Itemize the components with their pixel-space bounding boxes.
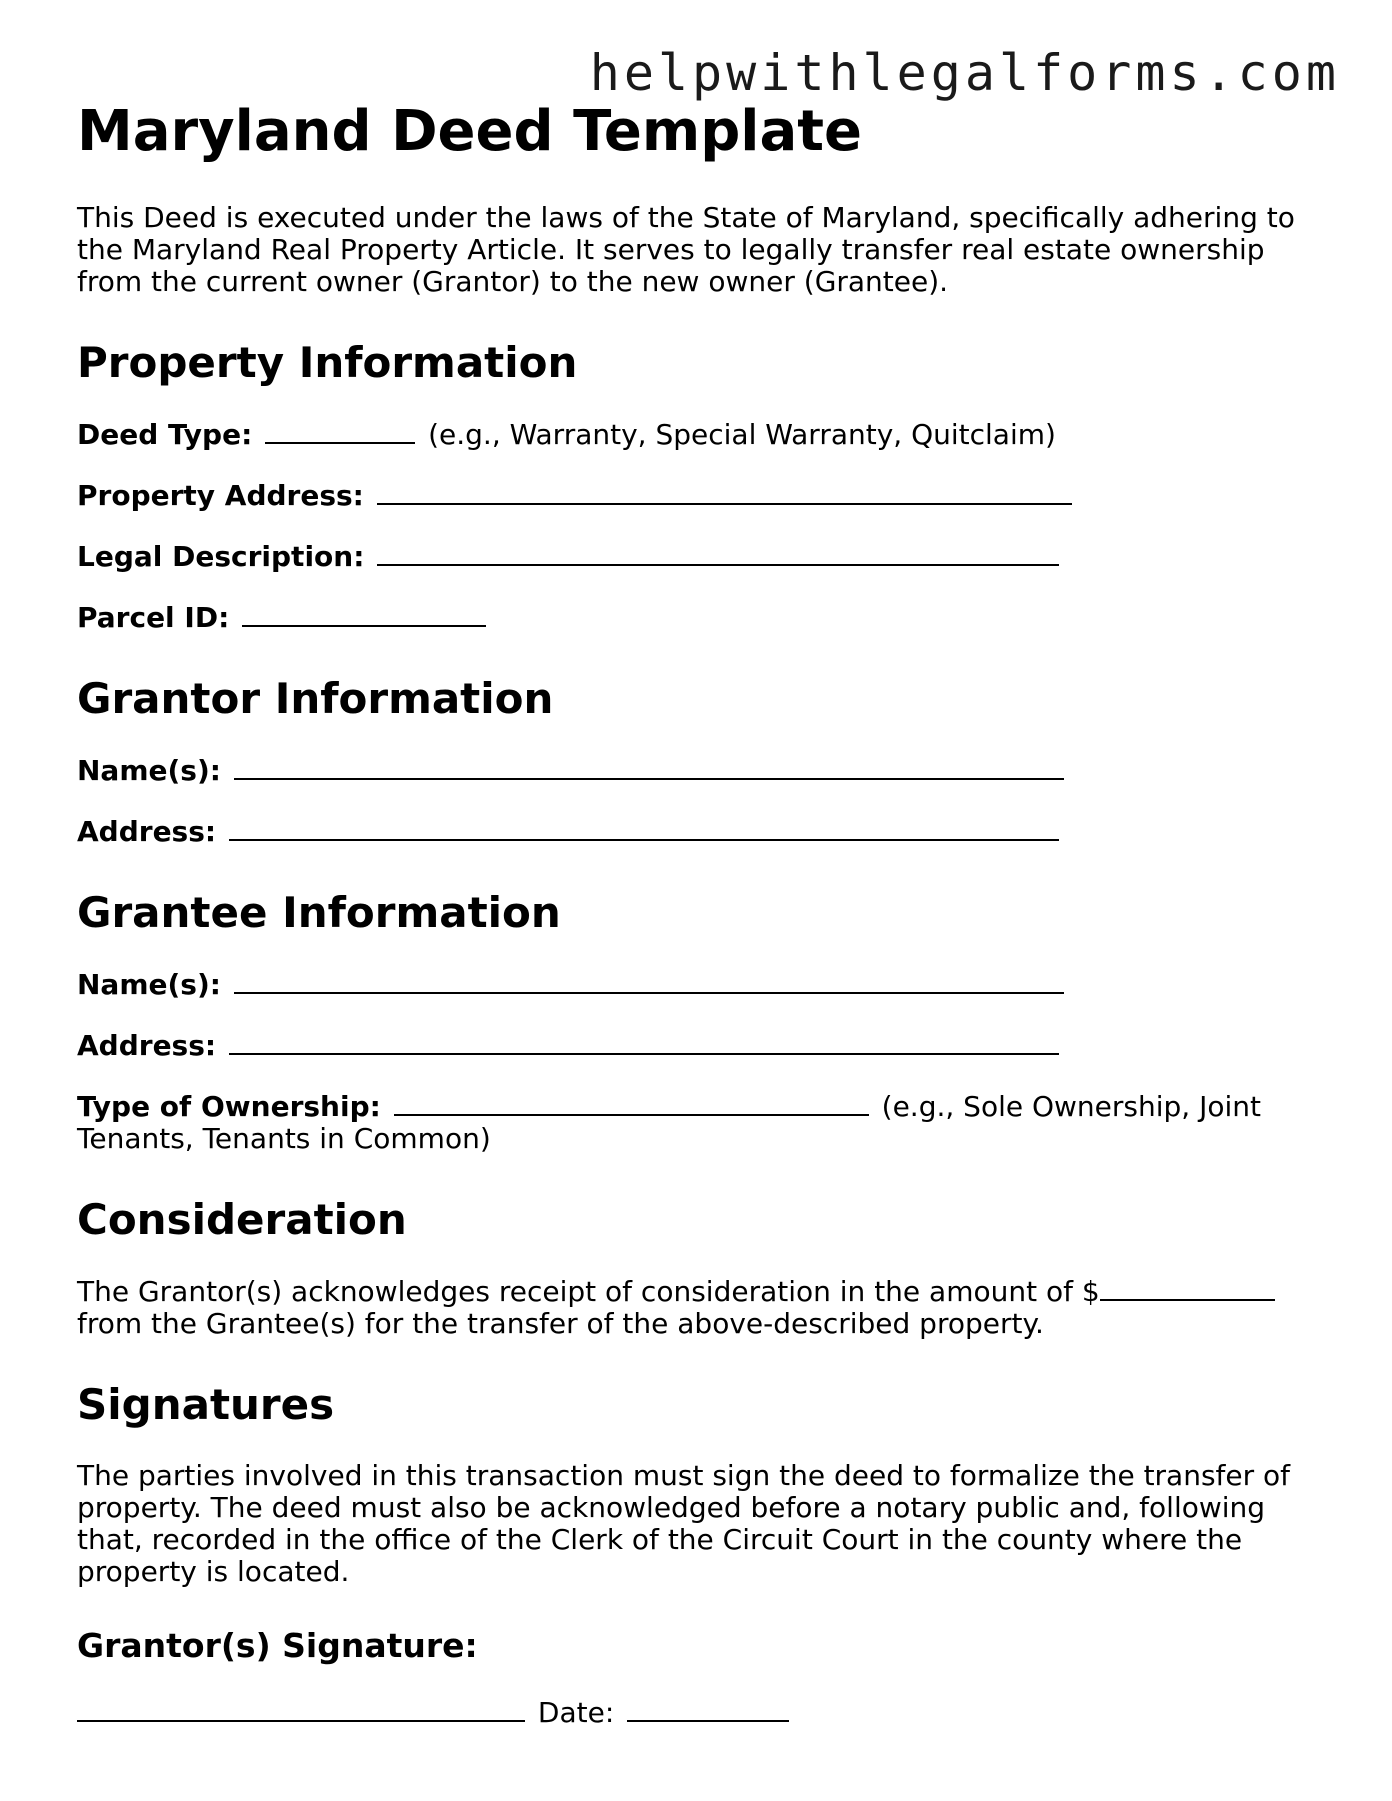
parcel-id-label: Parcel ID: xyxy=(77,601,230,634)
intro-paragraph: This Deed is executed under the laws of the State of Maryland, specifically adhering to the Maryland Real Property Article. It serves to legally transfer real estate ownership from the current owner (Grantor) to the new owner (Grantee). xyxy=(77,201,1295,298)
grantee-name-label: Name(s): xyxy=(77,968,221,1001)
grantor-section-heading: Grantor Information xyxy=(77,674,554,723)
ownership-type-field[interactable] xyxy=(394,1090,869,1116)
grantor-address-field[interactable] xyxy=(229,815,1059,841)
signatures-section-heading: Signatures xyxy=(77,1380,335,1429)
grantor-address-label: Address: xyxy=(77,815,217,848)
property-section-heading: Property Information xyxy=(77,338,578,387)
deed-type-hint: (e.g., Warranty, Special Warranty, Quitclaim) xyxy=(428,418,1056,451)
grantee-name-field[interactable] xyxy=(234,968,1064,994)
legal-description-field[interactable] xyxy=(377,540,1059,566)
grantor-name-row xyxy=(77,754,1327,787)
grantee-name-row xyxy=(77,968,1327,1001)
grantee-address-label: Address: xyxy=(77,1029,217,1062)
page-title: Maryland Deed Template xyxy=(77,99,863,164)
grantee-address-row xyxy=(77,1029,1327,1062)
grantor-signature-row xyxy=(77,1696,1327,1729)
signature-date-field[interactable] xyxy=(627,1696,789,1722)
grantor-name-field[interactable] xyxy=(234,754,1064,780)
consideration-section-heading: Consideration xyxy=(77,1195,407,1244)
legal-description-label: Legal Description: xyxy=(77,540,365,573)
legal-description-row xyxy=(77,540,1327,573)
parcel-id-field[interactable] xyxy=(242,601,486,627)
consideration-paragraph xyxy=(77,1275,1327,1340)
date-label: Date: xyxy=(537,1696,615,1729)
deed-document xyxy=(77,96,1327,1729)
site-watermark: helpwithlegalforms.com xyxy=(589,44,1340,102)
property-address-row xyxy=(77,479,1327,512)
signatures-paragraph: The parties involved in this transaction must sign the deed to formalize the transfer of property. The deed must also be acknowledged before a notary public and, following that, recorded in the office of the Clerk of the Circuit Court in the county where the property is located. xyxy=(77,1459,1291,1588)
grantor-signature-heading: Grantor(s) Signature: xyxy=(77,1626,478,1665)
parcel-id-row xyxy=(77,601,1327,634)
ownership-type-hint: (e.g., Sole Ownership, Joint Tenants, Tenants in Common) xyxy=(77,1090,1261,1155)
property-address-field[interactable] xyxy=(377,479,1072,505)
grantee-section-heading: Grantee Information xyxy=(77,888,561,937)
ownership-type-row xyxy=(77,1090,1327,1155)
grantor-name-label: Name(s): xyxy=(77,754,221,787)
deed-type-label: Deed Type: xyxy=(77,418,253,451)
consideration-text-before: The Grantor(s) acknowledges receipt of consideration in the amount of $ xyxy=(77,1275,1100,1308)
grantor-address-row xyxy=(77,815,1327,848)
grantee-address-field[interactable] xyxy=(229,1029,1059,1055)
ownership-type-label: Type of Ownership: xyxy=(77,1090,381,1123)
property-address-label: Property Address: xyxy=(77,479,364,512)
deed-type-row xyxy=(77,418,1327,451)
grantor-signature-field[interactable] xyxy=(77,1696,525,1722)
deed-type-field[interactable] xyxy=(265,418,415,444)
consideration-amount-field[interactable] xyxy=(1100,1275,1275,1301)
consideration-text-after: from the Grantee(s) for the transfer of the above-described property. xyxy=(77,1307,1044,1340)
